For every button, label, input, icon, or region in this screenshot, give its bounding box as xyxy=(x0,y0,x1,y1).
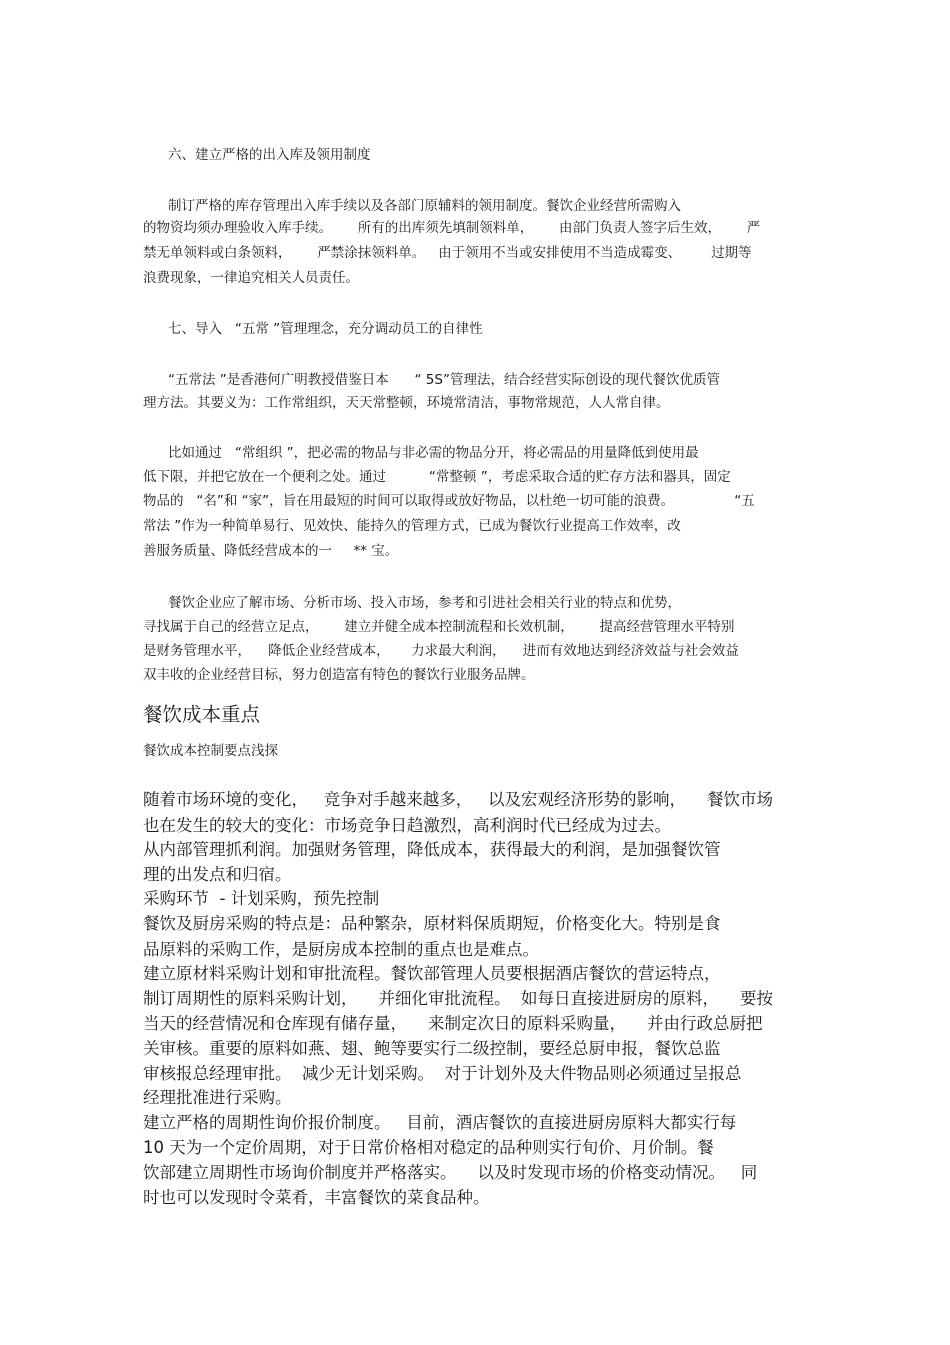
body-line: 采购环节 - 计划采购，预先控制 xyxy=(143,889,380,908)
section6-para-line: 的物资均须办理验收入库手续。 所有的出库须先填制领料单， 由部门负责人签字后生效， 严 xyxy=(143,220,761,236)
section7-para2-line: 常法 ”作为一种简单易行、见效快、能持久的管理方式，已成为餐饮行业提高工作效率，改 xyxy=(143,518,681,534)
body-line: 饮部建立周期性市场询价制度并严格落实。 以及时发现市场的价格变动情况。 同 xyxy=(143,1163,758,1182)
body-line: 关审核。重要的原料如燕、翅、鲍等要实行二级控制，要经总厨申报，餐饮总监 xyxy=(143,1039,721,1058)
body-line: 当天的经营情况和仓库现有储存量， 来制定次日的原料采购量， 并由行政总厨把 xyxy=(143,1014,763,1033)
section7-para2-line: 比如通过 “常组织 ”，把必需的物品与非必需的物品分开，将必需品的用量降低到使用最 xyxy=(168,445,699,461)
section-subheading: 餐饮成本控制要点浅探 xyxy=(143,743,278,759)
body-line: 也在发生的较大的变化：市场竞争日趋激烈，高利润时代已经成为过去。 xyxy=(143,816,671,835)
section7-para1-line: “五常法 ”是香港何广明教授借鉴日本 “ 5S”管理法，结合经营实际创设的现代餐饮优质管 xyxy=(168,372,720,388)
section7-para2-line: 低下限，并把它放在一个便利之处。通过 “常整顿 ”，考虑采取合适的贮存方法和器具，固定 xyxy=(143,469,731,485)
section-heading: 餐饮成本重点 xyxy=(143,703,261,726)
body-line: 餐饮及厨房采购的特点是：品种繁杂，原材料保质期短，价格变化大。特别是食 xyxy=(143,914,721,933)
section7-para3-line: 双丰收的企业经营目标，努力创造富有特色的餐饮行业服务品牌。 xyxy=(143,667,535,683)
body-line: 10 天为一个定价周期，对于日常价格相对稳定的品种则实行旬价、月价制。餐 xyxy=(143,1138,714,1157)
body-line: 建立严格的周期性询价报价制度。 目前，酒店餐饮的直接进厨房原料大都实行每 xyxy=(143,1113,737,1132)
section6-para-line: 制订严格的库存管理出入库手续以及各部门原辅料的领用制度。餐饮企业经营所需购入 xyxy=(168,198,681,214)
body-line: 经理批准进行采购。 xyxy=(143,1088,292,1107)
section7-para2-line: 善服务质量、降低经营成本的一 ** 宝。 xyxy=(143,543,399,559)
section7-para3-line: 是财务管理水平， 降低企业经营成本， 力求最大利润， 进而有效地达到经济效益与社会效益 xyxy=(143,643,739,659)
section7-para3-line: 寻找属于自己的经营立足点， 建立并健全成本控制流程和长效机制， 提高经营管理水平特别 xyxy=(143,619,735,635)
body-line: 审核报总经理审批。 减少无计划采购。 对于计划外及大件物品则必须通过呈报总 xyxy=(143,1064,742,1083)
body-line: 品原料的采购工作，是厨房成本控制的重点也是难点。 xyxy=(143,940,539,959)
body-line: 随着市场环境的变化， 竞争对手越来越多， 以及宏观经济形势的影响， 餐饮市场 xyxy=(143,790,773,809)
body-line: 建立原材料采购计划和审批流程。餐饮部管理人员要根据酒店餐饮的营运特点， xyxy=(143,964,721,983)
body-line: 从内部管理抓利润。加强财务管理，降低成本，获得最大的利润，是加强餐饮管 xyxy=(143,840,721,859)
section6-title: 六、建立严格的出入库及领用制度 xyxy=(168,147,371,163)
body-line: 时也可以发现时令菜肴，丰富餐饮的菜食品种。 xyxy=(143,1188,490,1207)
section6-para-line: 浪费现象，一律追究相关人员责任。 xyxy=(143,270,359,286)
section7-para1-line: 理方法。其要义为：工作常组织，天天常整顿，环境常清洁，事物常规范，人人常自律。 xyxy=(143,395,670,411)
section7-para3-line: 餐饮企业应了解市场、分析市场、投入市场，参考和引进社会相关行业的特点和优势， xyxy=(168,595,681,611)
body-line: 制订周期性的原料采购计划， 并细化审批流程。 如每日直接进厨房的原料， 要按 xyxy=(143,989,773,1008)
section6-para-line: 禁无单领料或白条领料， 严禁涂抹领料单。 由于领用不当或安排使用不当造成霉变、 过期等 xyxy=(143,245,752,261)
section7-para2-line: 物品的 “名”和 “家”，旨在用最短的时间可以取得或放好物品，以杜绝一切可能的浪费。 “五 xyxy=(143,493,755,509)
section7-title: 七、导入 “五常 ”管理理念，充分调动员工的自律性 xyxy=(168,321,483,337)
body-line: 理的出发点和归宿。 xyxy=(143,865,292,884)
